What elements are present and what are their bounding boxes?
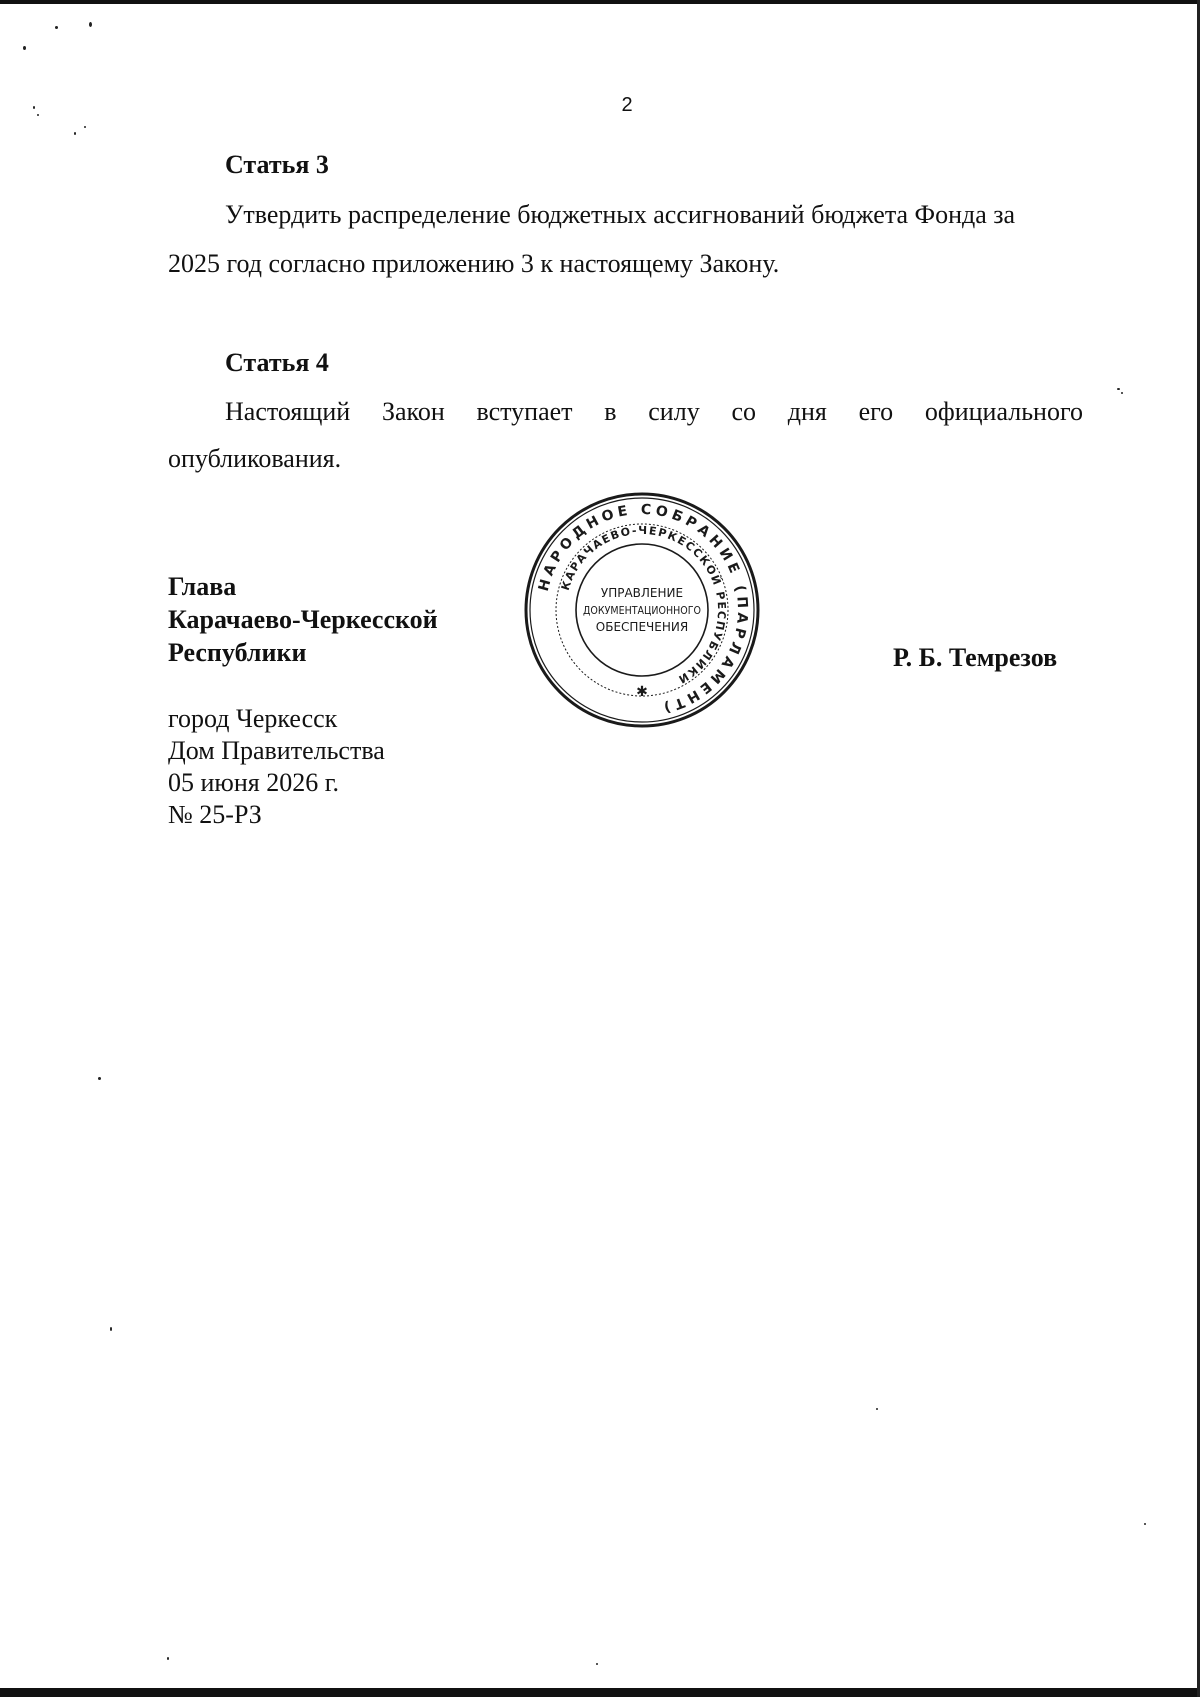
article-4-word: дня	[787, 397, 827, 426]
seal-center-line: ДОКУМЕНТАЦИОННОГО	[583, 605, 701, 617]
scan-speck	[596, 1663, 598, 1665]
official-seal	[522, 490, 762, 730]
article-4-heading: Статья 4	[225, 348, 329, 377]
page-number: 2	[621, 94, 633, 116]
article-4-word: Настоящий	[225, 397, 351, 426]
document-date: 05 июня 2026 г.	[168, 768, 339, 797]
article-4-word: Закон	[381, 397, 445, 426]
article-3-line-1: Утвердить распределение бюджетных ассигнований бюджета Фонда за	[225, 200, 1016, 229]
place-city: город Черкесск	[168, 704, 338, 733]
article-4-word: официального	[924, 397, 1083, 426]
scan-speck	[33, 106, 35, 109]
seal-outer-text: НАРОДНОЕ СОБРАНИЕ (ПАРЛАМЕНТ)	[535, 501, 751, 717]
scan-speck	[55, 26, 58, 29]
place-building: Дом Правительства	[168, 736, 385, 765]
scan-speck	[1121, 392, 1123, 394]
document-number: № 25-РЗ	[168, 800, 262, 829]
scan-edge-top	[0, 0, 1200, 4]
scan-edge-bottom	[0, 1688, 1200, 1697]
signatory-title-line: Республики	[168, 638, 307, 667]
scan-speck	[84, 126, 86, 128]
signatory-title-line: Глава	[168, 572, 237, 601]
scan-speck	[1117, 388, 1120, 390]
scan-speck	[876, 1408, 878, 1410]
scan-speck	[98, 1077, 101, 1080]
article-4-word: в	[604, 397, 617, 426]
scan-speck	[110, 1327, 112, 1331]
scan-speck	[89, 22, 92, 27]
scan-speck	[37, 114, 39, 116]
signatory-name: Р. Б. Темрезов	[893, 643, 1058, 672]
article-4-word: со	[731, 397, 756, 426]
seal-center-line: ОБЕСПЕЧЕНИЯ	[595, 620, 689, 634]
scan-speck	[167, 1657, 169, 1660]
scan-speck	[74, 132, 76, 135]
article-4-word: его	[858, 397, 894, 426]
article-4-line-2: опубликования.	[168, 444, 342, 473]
signatory-title-line: Карачаево-Черкесской	[168, 605, 438, 634]
signatory-title	[168, 570, 438, 669]
seal-center-line: УПРАВЛЕНИЕ	[600, 586, 684, 600]
article-3-heading: Статья 3	[225, 150, 329, 179]
scan-speck	[23, 46, 26, 50]
seal-star-icon: ✱	[636, 684, 648, 700]
seal-inner-text: КАРАЧАЕВО-ЧЕРКЕССКОЙ РЕСПУБЛИКИ	[558, 523, 729, 687]
article-4-word: вступает	[476, 397, 573, 426]
article-3-line-2: 2025 год согласно приложению 3 к настоящему Закону.	[168, 249, 780, 278]
scan-speck	[1144, 1523, 1146, 1525]
article-4-word: силу	[648, 397, 700, 426]
article-4-line-1	[225, 397, 1083, 427]
document-place-date	[168, 703, 385, 831]
